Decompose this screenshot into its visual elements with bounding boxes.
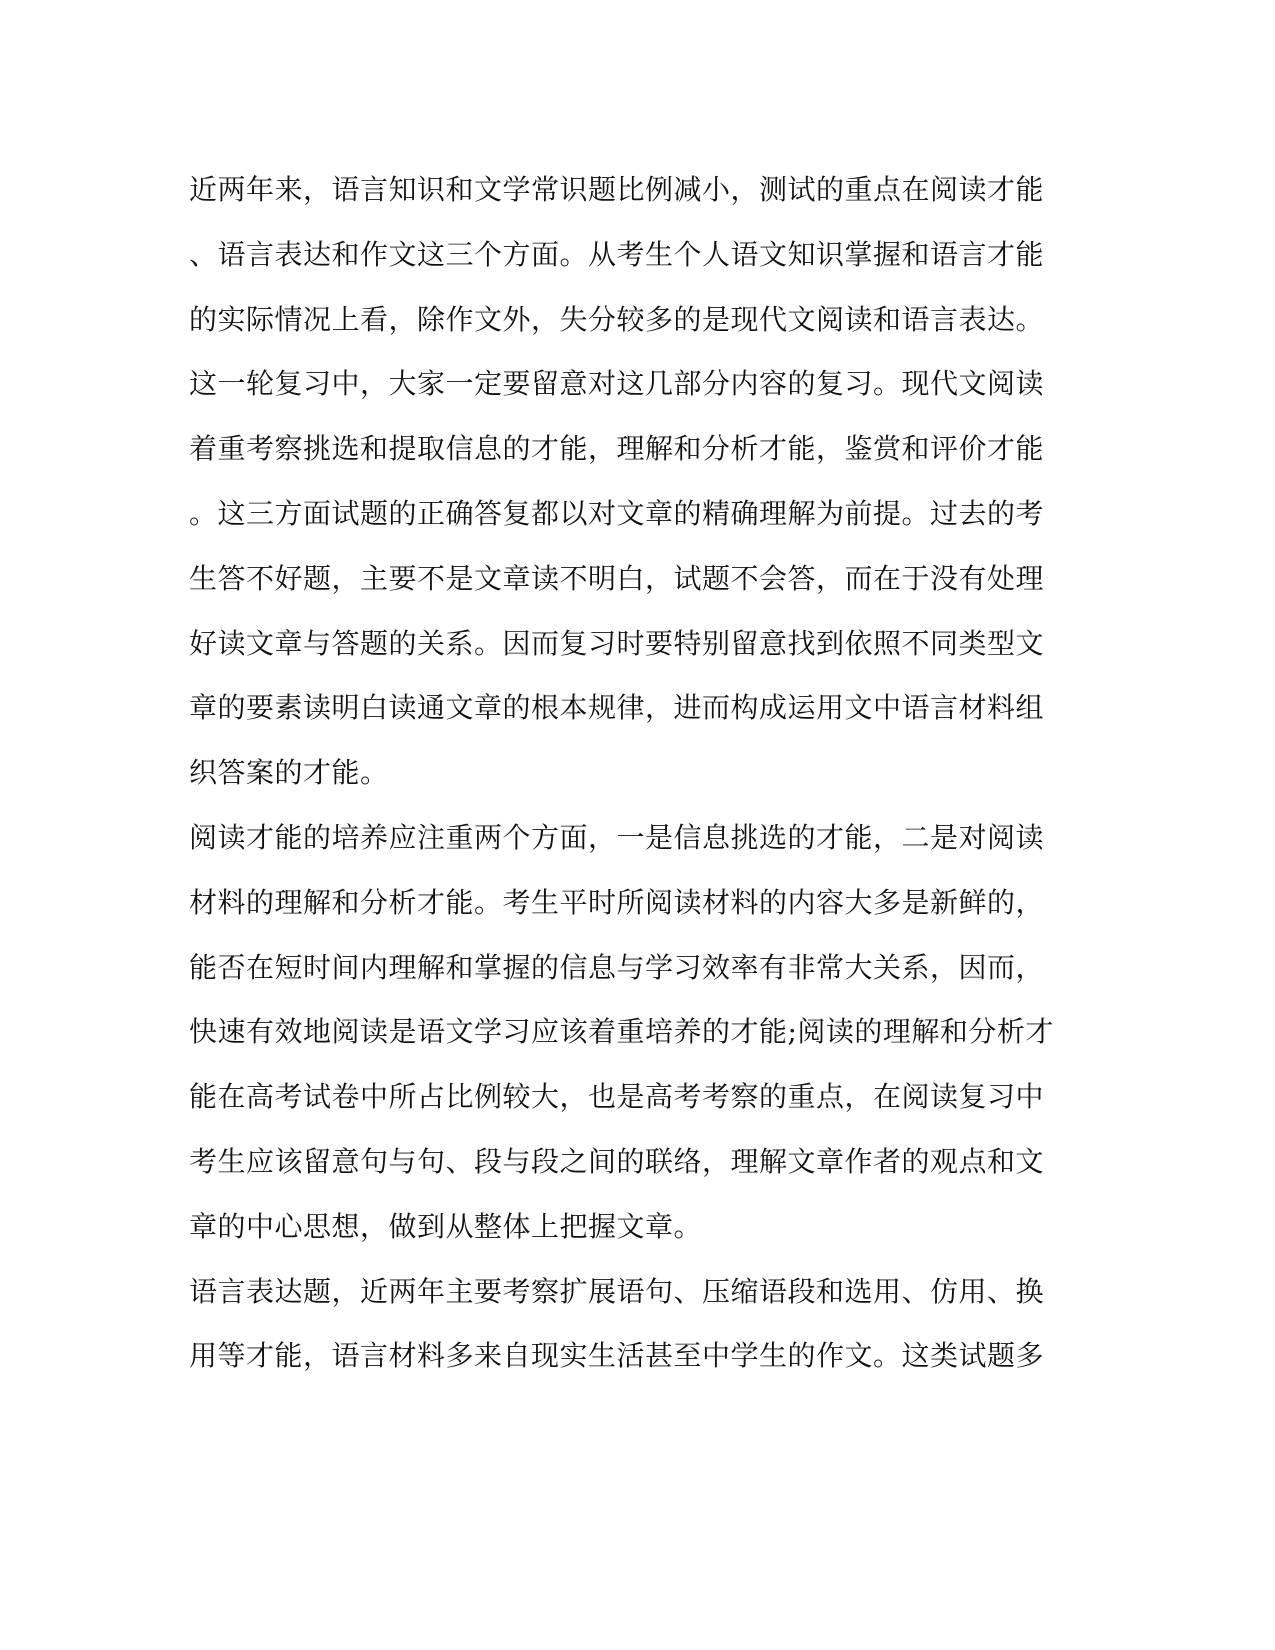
text-line: 织答案的才能。: [189, 756, 389, 790]
text-line: 材料的理解和分析才能。考生平时所阅读材料的内容大多是新鲜的，: [189, 885, 1045, 919]
text-line: 近两年来，语言知识和文学常识题比例减小，测试的重点在阅读才能: [189, 173, 1045, 206]
text-line: 的实际情况上看，除作文外，失分较多的是现代文阅读和语言表达。: [189, 302, 1045, 336]
text-line: 好读文章与答题的关系。因而复习时要特别留意找到依照不同类型文: [189, 626, 1045, 660]
text-line: 阅读才能的培养应注重两个方面，一是信息挑选的才能，二是对阅读: [189, 820, 1045, 854]
text-line: 、语言表达和作文这三个方面。从考生个人语文知识掌握和语言才能: [189, 237, 1045, 271]
text-line: 用等才能，语言材料多来自现实生活甚至中学生的作文。这类试题多: [189, 1339, 1045, 1373]
text-line: 语言表达题，近两年主要考察扩展语句、压缩语段和选用、仿用、换: [189, 1274, 1045, 1308]
text-line: 章的中心思想，做到从整体上把握文章。: [189, 1209, 703, 1243]
text-line: 这一轮复习中，大家一定要留意对这几部分内容的复习。现代文阅读: [189, 367, 1045, 401]
text-line: 。这三方面试题的正确答复都以对文章的精确理解为前提。过去的考: [189, 496, 1045, 530]
text-line: 考生应该留意句与句、段与段之间的联络，理解文章作者的观点和文: [189, 1144, 1045, 1178]
text-line: 能在高考试卷中所占比例较大，也是高考考察的重点，在阅读复习中: [189, 1080, 1045, 1114]
body-text: [189, 158, 1089, 1389]
text-line: 快速有效地阅读是语文学习应该着重培养的才能;阅读的理解和分析才: [189, 1015, 1054, 1049]
text-line: 能否在短时间内理解和掌握的信息与学习效率有非常大关系，因而，: [189, 950, 1045, 984]
text-line: 生答不好题，主要不是文章读不明白，试题不会答，而在于没有处理: [189, 561, 1045, 595]
text-line: 章的要素读明白读通文章的根本规律，进而构成运用文中语言材料组: [189, 691, 1045, 725]
text-line: 着重考察挑选和提取信息的才能，理解和分析才能，鉴赏和评价才能: [189, 432, 1045, 466]
